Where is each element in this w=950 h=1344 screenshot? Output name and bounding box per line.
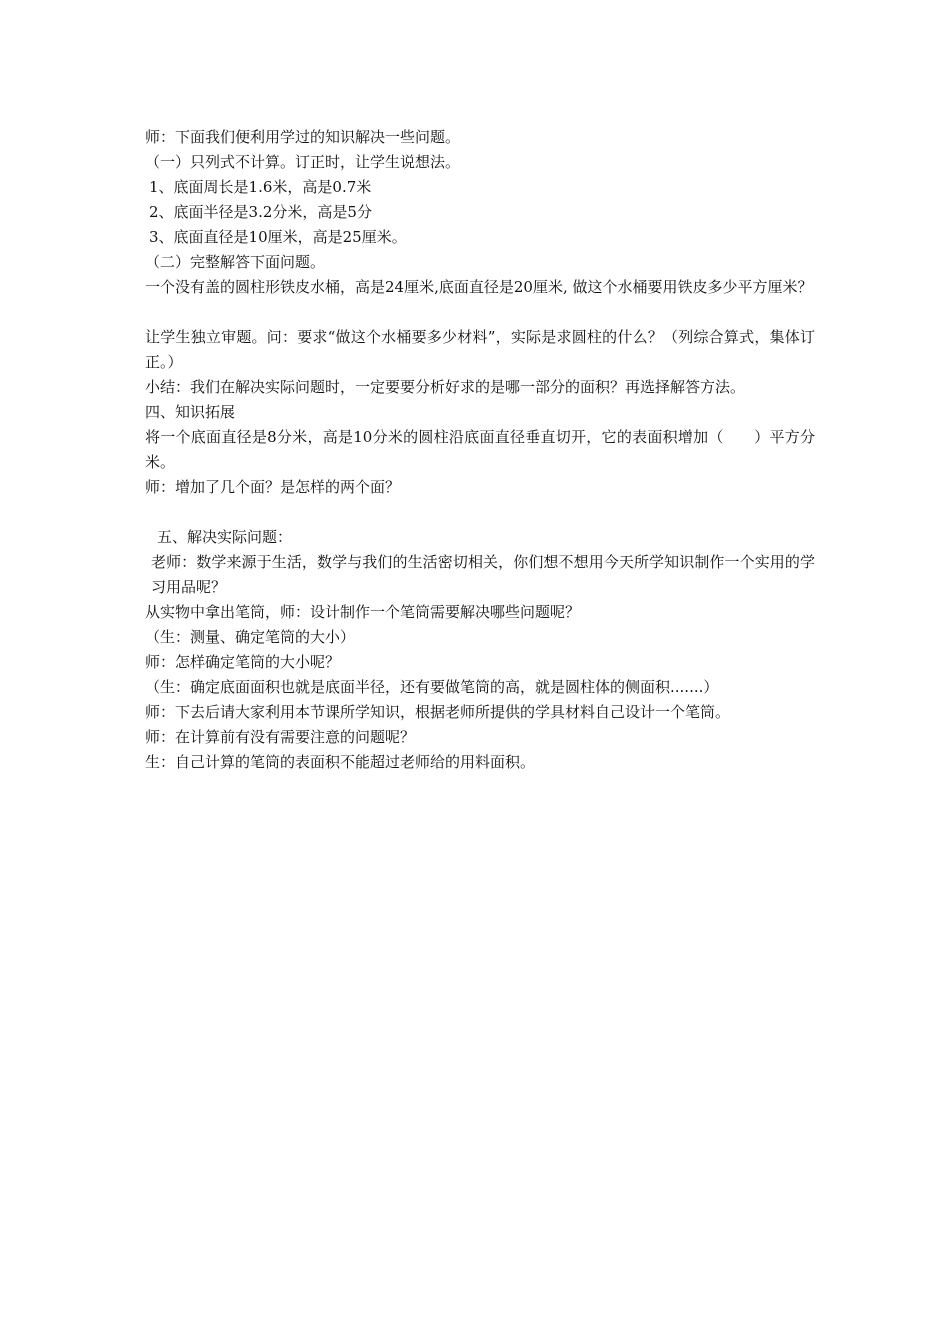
paragraph-teacher-intro: 老师：数学来源于生活，数学与我们的生活密切相关，你们想不想用今天所学知识制作一个实用的学习用品呢？ [151, 553, 815, 596]
blank-line [145, 300, 815, 325]
paragraph-student-answer-1: （生：测量、确定笔筒的大小） [145, 628, 356, 646]
blank-line [145, 500, 815, 525]
document-body [145, 125, 815, 775]
paragraph-pen-holder: 从实物中拿出笔筒，师：设计制作一个笔筒需要解决哪些问题呢？ [145, 603, 581, 621]
paragraph-teacher-question-3: 师：在计算前有没有需要注意的问题呢？ [145, 728, 416, 746]
paragraph-student-answer-2: （生：确定底面面积也就是底面半径，还有要做笔筒的高，就是圆柱体的侧面积.......） [145, 678, 719, 696]
paragraph-section-1: （一）只列式不计算。订正时，让学生说想法。 [145, 153, 461, 171]
heading-section-4: 四、知识拓展 [145, 403, 236, 421]
paragraph-student-answer-3: 生：自己计算的笔筒的表面积不能超过老师给的用料面积。 [145, 753, 536, 771]
paragraph-problem: 一个没有盖的圆柱形铁皮水桶，高是24厘米,底面直径是20厘米, 做这个水桶要用铁皮多少平方厘米？ [145, 278, 813, 296]
paragraph-teacher-question: 师：增加了几个面？是怎样的两个面？ [145, 478, 401, 496]
paragraph-extension-problem: 将一个底面直径是8分米，高是10分米的圆柱沿底面直径垂直切开，它的表面积增加（ ）平方分米。 [145, 428, 815, 471]
paragraph-analysis: 让学生独立审题。问：要求“做这个水桶要多少材料”，实际是求圆柱的什么？（列综合算式，集体订正。） [145, 328, 815, 371]
paragraph-teacher-task: 师：下去后请大家利用本节课所学知识，根据老师所提供的学具材料自己设计一个笔筒。 [145, 703, 731, 721]
paragraph-intro: 师：下面我们便利用学过的知识解决一些问题。 [145, 128, 461, 146]
paragraph-section-2: （二）完整解答下面问题。 [145, 253, 326, 271]
heading-section-5: 五、解决实际问题： [157, 528, 293, 546]
list-item-2: 2、底面半径是3.2分米，高是5分 [149, 203, 372, 221]
list-item-1: 1、底面周长是1.6米，高是0.7米 [149, 178, 372, 196]
paragraph-summary: 小结：我们在解决实际问题时，一定要要分析好求的是哪一部分的面积？再选择解答方法。 [145, 378, 746, 396]
list-item-3: 3、底面直径是10厘米，高是25厘米。 [149, 228, 407, 246]
paragraph-teacher-question-2: 师：怎样确定笔筒的大小呢？ [145, 653, 341, 671]
